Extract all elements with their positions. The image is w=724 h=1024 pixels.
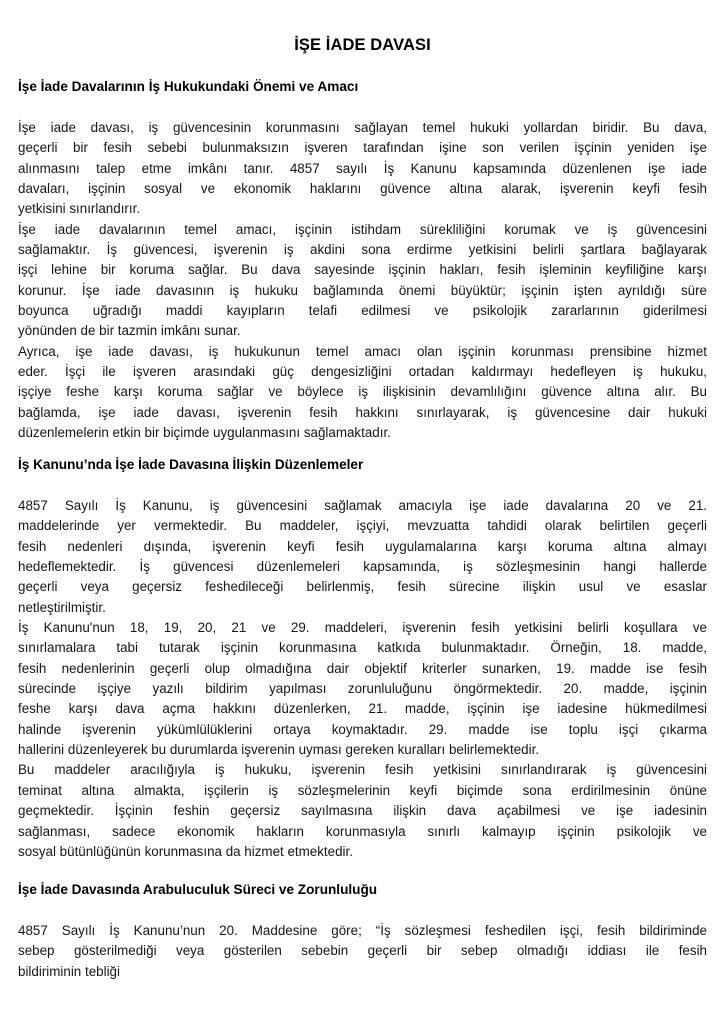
paragraph — [18, 618, 707, 760]
text-line: korunur. İşe iade davasının iş hukuku bağlamında önemi büyüktür; işçinin işten ayrıldığı süre — [18, 282, 707, 298]
section-body-importance — [18, 118, 707, 444]
text-line: bağlamda, işe iade davası, işverenin fesih hakkını sınırlayarak, iş güvencesine dair hukuki — [18, 404, 707, 420]
text-line: Ayrıca, işe iade davası, iş hukukunun temel amacı olan işçinin korunması prensibine hizmet — [18, 343, 707, 359]
text-line: teminat altına almakta, işçilerin iş sözleşmelerinin keyfi biçimde sona erdirilmesinin önüne — [18, 782, 707, 798]
text-line: sağlamaktır. İş güvencesi, işverenin iş akdini sona erdirme yetkisini belirli şartlara bağlayarak — [18, 242, 707, 258]
text-line: hallerini düzenleyerek bu durumlarda işverenin uyması gereken kuralları belirlemektedir. — [18, 742, 540, 758]
paragraph — [18, 760, 707, 862]
paragraph — [18, 921, 707, 982]
text-line: İşe iade davası, iş güvencesinin korunmasını sağlayan temel hukuki yollardan biridir. Bu dava, — [18, 120, 707, 135]
text-line: boyunca uğradığı maddi kayıpların telafi edilmesi ve psikolojik zararlarının giderilmesi — [18, 303, 707, 319]
text-line: işçi lehine bir koruma sağlar. Bu dava sayesinde işçinin hakları, fesih işleminin keyfiliğine karşı — [18, 262, 707, 278]
text-line: düzenlemelerin etkin bir biçimde uygulanmasını sağlamaktadır. — [18, 425, 391, 441]
text-line: sürecinde işçiye yazılı bildirim yapılması zorunluluğunu öngörmektedir. 20. madde, işçinin — [18, 681, 707, 697]
text-line: fesih nedenleri dışında, işverenin keyfi fesih uygulamalarına karşı koruma altına almayı — [18, 538, 707, 554]
paragraph — [18, 220, 707, 342]
text-line: 4857 Sayılı İş Kanunu, iş güvencesini sağlamak amacıyla işe iade davalarına 20 ve 21. — [18, 498, 707, 513]
text-line: feshe karşı dava açma hakkını düzenlerken, 21. madde, işçinin işe iadesine hükmedilmesi — [18, 701, 707, 717]
text-line: işçiye feshe karşı koruma sağlar ve böylece iş ilişkisinin devamlılığını güvence altına alır. Bu — [18, 384, 707, 400]
text-line: yetkisini sınırlandırır. — [18, 201, 141, 217]
section-heading-mediation: İşe İade Davasında Arabuluculuk Süreci ve Zorunluluğu — [18, 882, 378, 897]
section-heading-importance: İşe İade Davalarının İş Hukukundaki Önemi ve Amacı — [18, 79, 359, 94]
text-line: geçerli bir fesih sebebi bulunmaksızın işveren tarafından işine son verilen işçinin yeniden işe — [18, 140, 707, 156]
text-line: sosyal bütünlüğünün korunmasına da hizmet etmektedir. — [18, 843, 353, 859]
text-line: yönünden de bir tazmin imkânı sunar. — [18, 323, 241, 339]
text-line: sebep gösterilmediği veya gösterilen sebebin geçerli bir sebep olmadığı iddiası ile fesih — [18, 943, 707, 959]
text-line: halinde işverenin yükümlülüklerini ortaya koymaktadır. 29. madde ise toplu işçi çıkarma — [18, 721, 707, 737]
text-line: sağlanması, sadece ekonomik hakların korunmasıyla sınırlı kalmayıp işçinin psikolojik ve — [18, 823, 707, 839]
text-line: geçerli veya geçersiz feshedileceği belirlenmiş, fesih sürecine ilişkin usul ve esaslar — [18, 579, 707, 595]
text-line: alınmasını talep etme imkânı tanır. 4857 sayılı İş Kanunu kapsamında düzenlenen işe iade — [18, 160, 707, 176]
section-heading-regulations: İş Kanunu’nda İşe İade Davasına İlişkin Düzenlemeler — [18, 457, 364, 472]
document-title: İŞE İADE DAVASI — [294, 36, 431, 54]
text-line: Bu maddeler aracılığıyla iş hukuku, işverenin fesih yetkisini sınırlandırarak iş güvencesini — [18, 762, 707, 778]
paragraph — [18, 342, 707, 444]
text-line: eder. İşçi ile işveren arasındaki güç dengesizliğini ortadan kaldırmayı hedefleyen iş hukuku, — [18, 364, 707, 380]
text-line: fesih nedenlerinin geçerli olup olmadığına dair objektif kriterler sunarken, 19. madde ise fesih — [18, 660, 707, 676]
section-body-mediation — [18, 921, 707, 982]
text-line: İşe iade davalarının temel amacı, işçinin istihdam sürekliliğini korumak ve iş güvencesini — [18, 221, 707, 237]
paragraph — [18, 118, 707, 220]
text-line: netleştirilmiştir. — [18, 599, 106, 615]
text-line: sınırlamalara tabi tutarak işçinin korunmasına katkıda bulunmaktadır. Örneğin, 18. madde, — [18, 640, 707, 656]
text-line: bildiriminin tebliği — [18, 963, 120, 979]
section-body-regulations — [18, 496, 707, 862]
text-line: hedeflemektedir. İş güvencesi düzenlemeleri kapsamında, iş sözleşmesinin hangi hallerde — [18, 559, 707, 575]
text-line: İş Kanunu'nun 18, 19, 20, 21 ve 29. maddeleri, işverenin fesih yetkisini belirli koşullara ve — [18, 620, 707, 636]
text-line: davaları, işçinin sosyal ve ekonomik haklarını güvence altına alarak, işverenin keyfi fesih — [18, 181, 707, 197]
text-line: maddelerinde yer vermektedir. Bu maddeler, işçiyi, mevzuatta tahdidi olarak belirtilen geçerli — [18, 518, 707, 534]
text-line: geçmektedir. İşçinin feshin geçersiz sayılmasına ilişkin dava açabilmesi ve işe iadesinin — [18, 803, 707, 819]
text-line: 4857 Sayılı İş Kanunu’nun 20. Maddesine göre; “İş sözleşmesi feshedilen işçi, fesih bildiriminde — [18, 923, 707, 938]
paragraph — [18, 496, 707, 618]
